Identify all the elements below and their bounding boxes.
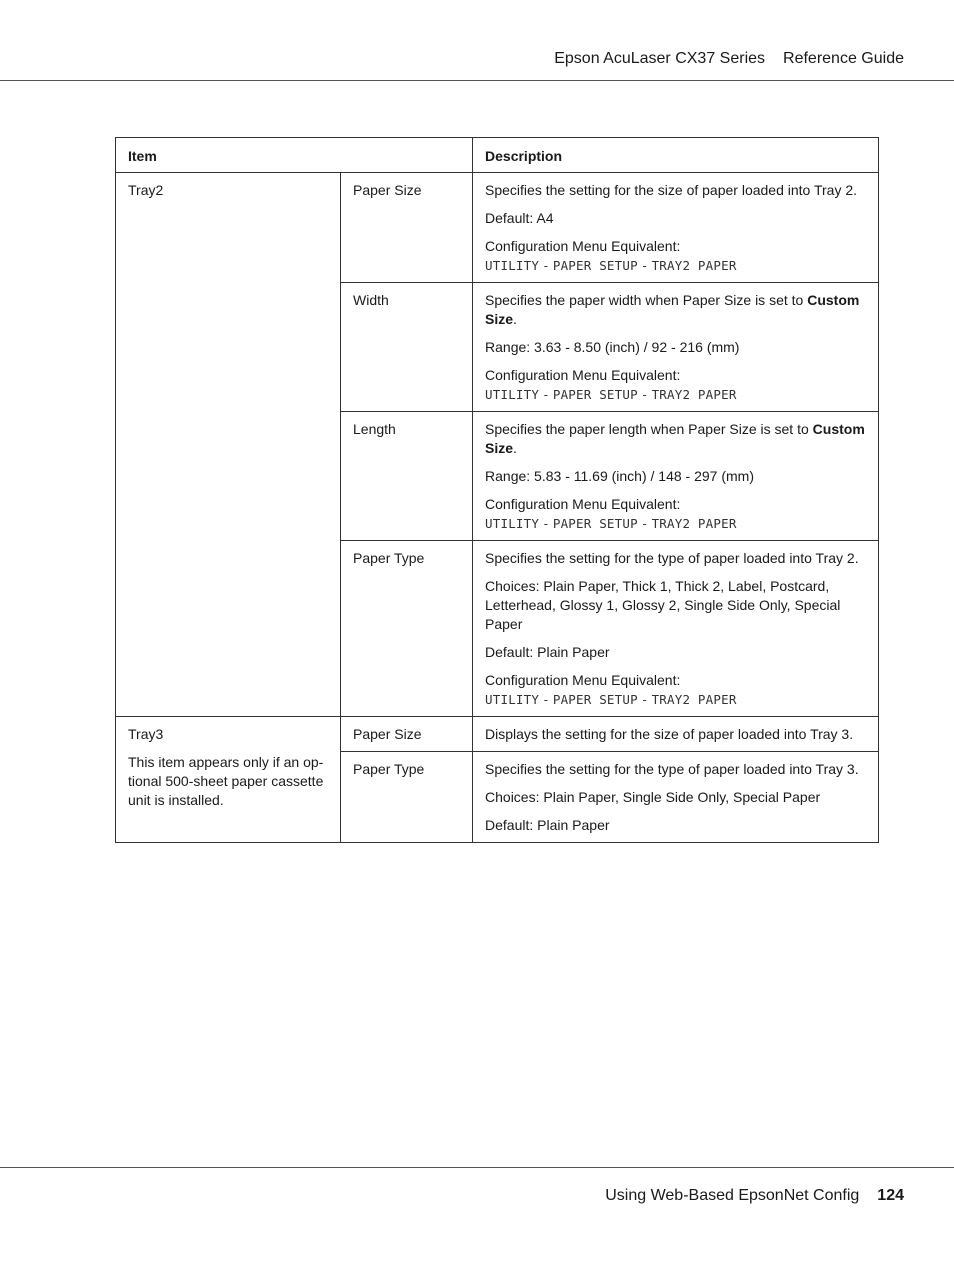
default-value: Default: Plain Paper	[485, 817, 610, 833]
config-label: Configuration Menu Equivalent:	[485, 496, 681, 512]
tray3-paper-size-name: Paper Size	[341, 717, 473, 752]
default-value: Default: A4	[485, 210, 554, 226]
description-text: Specifies the setting for the type of paper loaded into Tray 2.	[485, 550, 859, 566]
menu-path: UTILITY - PAPER SETUP - TRAY2 PAPER	[485, 387, 737, 402]
header-title	[554, 50, 904, 68]
description-text: Specifies the paper width when Paper Size is set to Custom Size.	[485, 292, 860, 327]
config-menu-equivalent	[485, 671, 866, 709]
choices-value: Choices: Plain Paper, Single Side Only, Special Paper	[485, 789, 821, 805]
config-label: Configuration Menu Equivalent:	[485, 672, 681, 688]
tray3-paper-size-desc-cell	[473, 717, 879, 752]
page-number: 124	[877, 1187, 904, 1204]
menu-path: UTILITY - PAPER SETUP - TRAY2 PAPER	[485, 692, 737, 707]
description-text: Specifies the setting for the size of paper loaded into Tray 2.	[485, 182, 858, 198]
tray3-paper-type-name: Paper Type	[341, 752, 473, 843]
config-menu-equivalent	[485, 237, 866, 275]
description-text: Specifies the paper length when Paper Size is set to Custom Size.	[485, 421, 865, 456]
menu-path: UTILITY - PAPER SETUP - TRAY2 PAPER	[485, 258, 737, 273]
tray2-width-desc-cell	[473, 283, 879, 412]
tray3-paper-type-desc-cell	[473, 752, 879, 843]
tray2-paper-type-name: Paper Type	[341, 541, 473, 717]
tray2-width-name: Width	[341, 283, 473, 412]
column-header-description: Description	[473, 138, 879, 173]
tray3-note: This item appears only if an op-tional 500-sheet paper cassette unit is installed.	[128, 754, 324, 808]
table-header-row	[116, 138, 879, 173]
choices-value: Choices: Plain Paper, Thick 1, Thick 2, Label, Postcard, Letterhead, Glossy 1, Glossy 2, Single Side Only, Special Paper	[485, 578, 841, 632]
default-value: Default: Plain Paper	[485, 644, 610, 660]
menu-path: UTILITY - PAPER SETUP - TRAY2 PAPER	[485, 516, 737, 531]
column-header-item: Item	[116, 138, 473, 173]
config-menu-equivalent	[485, 495, 866, 533]
tray3-label: Tray3	[128, 726, 164, 742]
settings-table	[115, 137, 879, 843]
range-value: Range: 3.63 - 8.50 (inch) / 92 - 216 (mm)	[485, 339, 740, 355]
header-product: Epson AcuLaser CX37 Series	[554, 50, 766, 67]
tray2-label-cell	[116, 173, 341, 717]
tray2-length-desc-cell	[473, 412, 879, 541]
range-value: Range: 5.83 - 11.69 (inch) / 148 - 297 (mm)	[485, 468, 754, 484]
footer-section: Using Web-Based EpsonNet Config	[605, 1187, 860, 1204]
tray2-paper-size-name: Paper Size	[341, 173, 473, 283]
table-row	[116, 717, 879, 752]
page-header	[0, 0, 954, 81]
config-label: Configuration Menu Equivalent:	[485, 238, 681, 254]
description-text: Specifies the setting for the type of paper loaded into Tray 3.	[485, 761, 859, 777]
tray2-label: Tray2	[128, 182, 164, 198]
tray3-label-cell	[116, 717, 341, 843]
description-text: Displays the setting for the size of paper loaded into Tray 3.	[485, 726, 854, 742]
tray2-paper-type-desc-cell	[473, 541, 879, 717]
table-row	[116, 173, 879, 283]
config-label: Configuration Menu Equivalent:	[485, 367, 681, 383]
page-footer	[605, 1187, 904, 1205]
tray2-paper-size-desc-cell	[473, 173, 879, 283]
footer-rule	[0, 1167, 954, 1168]
header-guide: Reference Guide	[783, 50, 904, 67]
tray2-length-name: Length	[341, 412, 473, 541]
config-menu-equivalent	[485, 366, 866, 404]
